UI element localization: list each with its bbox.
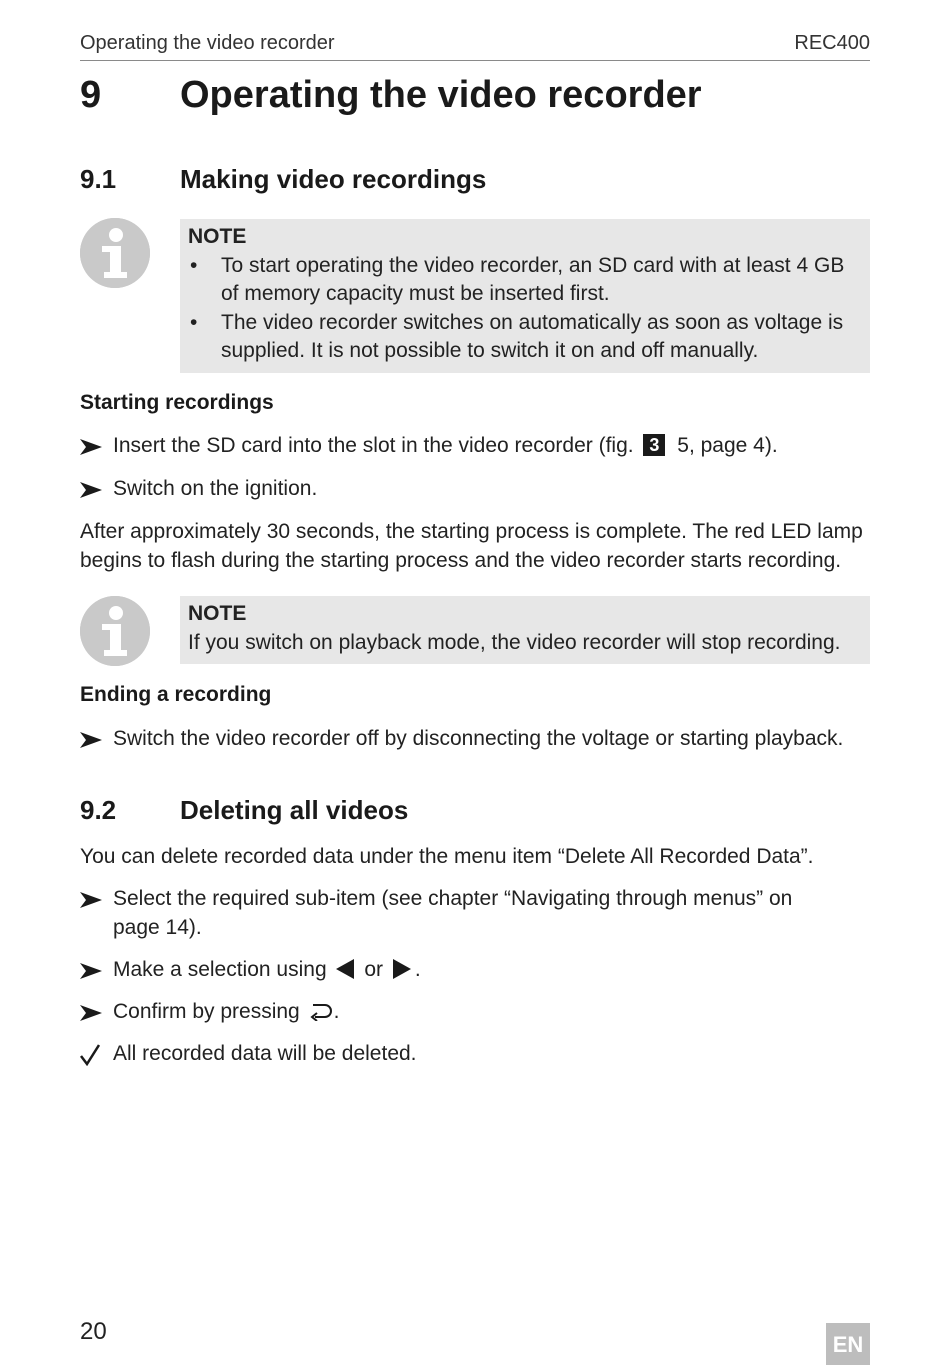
step-text: Select the required sub-item (see chapter “Navigating through menus” on page 14).	[113, 887, 793, 939]
page-number: 20	[80, 1318, 107, 1345]
figure-reference-badge: 3	[643, 434, 665, 456]
instruction-step	[80, 956, 870, 986]
arrow-right-icon	[80, 956, 106, 979]
note-bullet: • The video recorder switches on automatically as soon as voltage is supplied. It is not possible to switch it on and off manually.	[188, 309, 862, 366]
result-text: All recorded data will be deleted.	[113, 1042, 417, 1065]
chapter-title: Operating the video recorder	[180, 74, 702, 116]
step-text-part: Make a selection using	[113, 958, 327, 981]
info-icon	[80, 596, 150, 666]
running-header	[80, 28, 870, 61]
arrow-right-icon	[80, 432, 106, 455]
step-text	[113, 998, 870, 1030]
step-text: Switch the video recorder off by disconnecting the voltage or starting playback.	[113, 727, 844, 750]
section-title: Making video recordings	[180, 164, 487, 194]
arrow-right-icon	[80, 475, 106, 498]
subheading-starting-recordings: Starting recordings	[80, 391, 274, 414]
enter-return-icon	[310, 1001, 334, 1030]
section-number: 9.2	[80, 795, 117, 825]
instruction-step	[80, 725, 870, 755]
instruction-step	[80, 998, 870, 1028]
section-title: Deleting all videos	[180, 795, 409, 825]
info-icon	[80, 218, 150, 288]
arrow-right-icon	[80, 885, 106, 908]
note-text: If you switch on playback mode, the video recorder will stop recording.	[188, 630, 841, 654]
note-title: NOTE	[188, 225, 247, 248]
checkmark-icon	[80, 1040, 106, 1066]
header-model-name: REC400	[794, 32, 870, 54]
step-text-part: .	[333, 1000, 340, 1023]
subheading-ending-recording: Ending a recording	[80, 683, 272, 706]
step-text	[113, 432, 870, 461]
note-box	[180, 219, 870, 373]
step-text: Switch on the ignition.	[113, 477, 318, 500]
triangle-left-icon	[336, 959, 354, 988]
note-bullet-list	[188, 252, 862, 366]
note-bullet: • To start operating the video recorder, an SD card with at least 4 GB of memory capacity must be inserted first.	[188, 252, 862, 309]
step-text-part: Insert the SD card into the slot in the video recorder (fig.	[113, 434, 634, 457]
step-text-part: or	[364, 958, 383, 981]
step-text-part: .	[414, 958, 421, 981]
chapter-number: 9	[80, 74, 102, 116]
step-text	[113, 956, 870, 988]
body-paragraph: You can delete recorded data under the menu item “Delete All Recorded Data”.	[80, 845, 814, 868]
instruction-step	[80, 475, 870, 505]
body-paragraph: After approximately 30 seconds, the starting process is complete. The red LED lamp begins to flash during the starting process and the video recorder starts recording.	[80, 520, 863, 572]
note-title: NOTE	[188, 602, 247, 625]
language-badge: EN	[826, 1323, 870, 1365]
instruction-step	[80, 885, 870, 943]
note-box	[180, 596, 870, 664]
step-text-part: Confirm by pressing	[113, 1000, 300, 1023]
section-number: 9.1	[80, 164, 117, 194]
header-section-title: Operating the video recorder	[80, 32, 335, 54]
triangle-right-icon	[393, 959, 411, 988]
instruction-step	[80, 432, 870, 462]
arrow-right-icon	[80, 998, 106, 1021]
arrow-right-icon	[80, 725, 106, 748]
result-step	[80, 1040, 870, 1070]
step-text-part: 5, page 4).	[677, 434, 778, 457]
